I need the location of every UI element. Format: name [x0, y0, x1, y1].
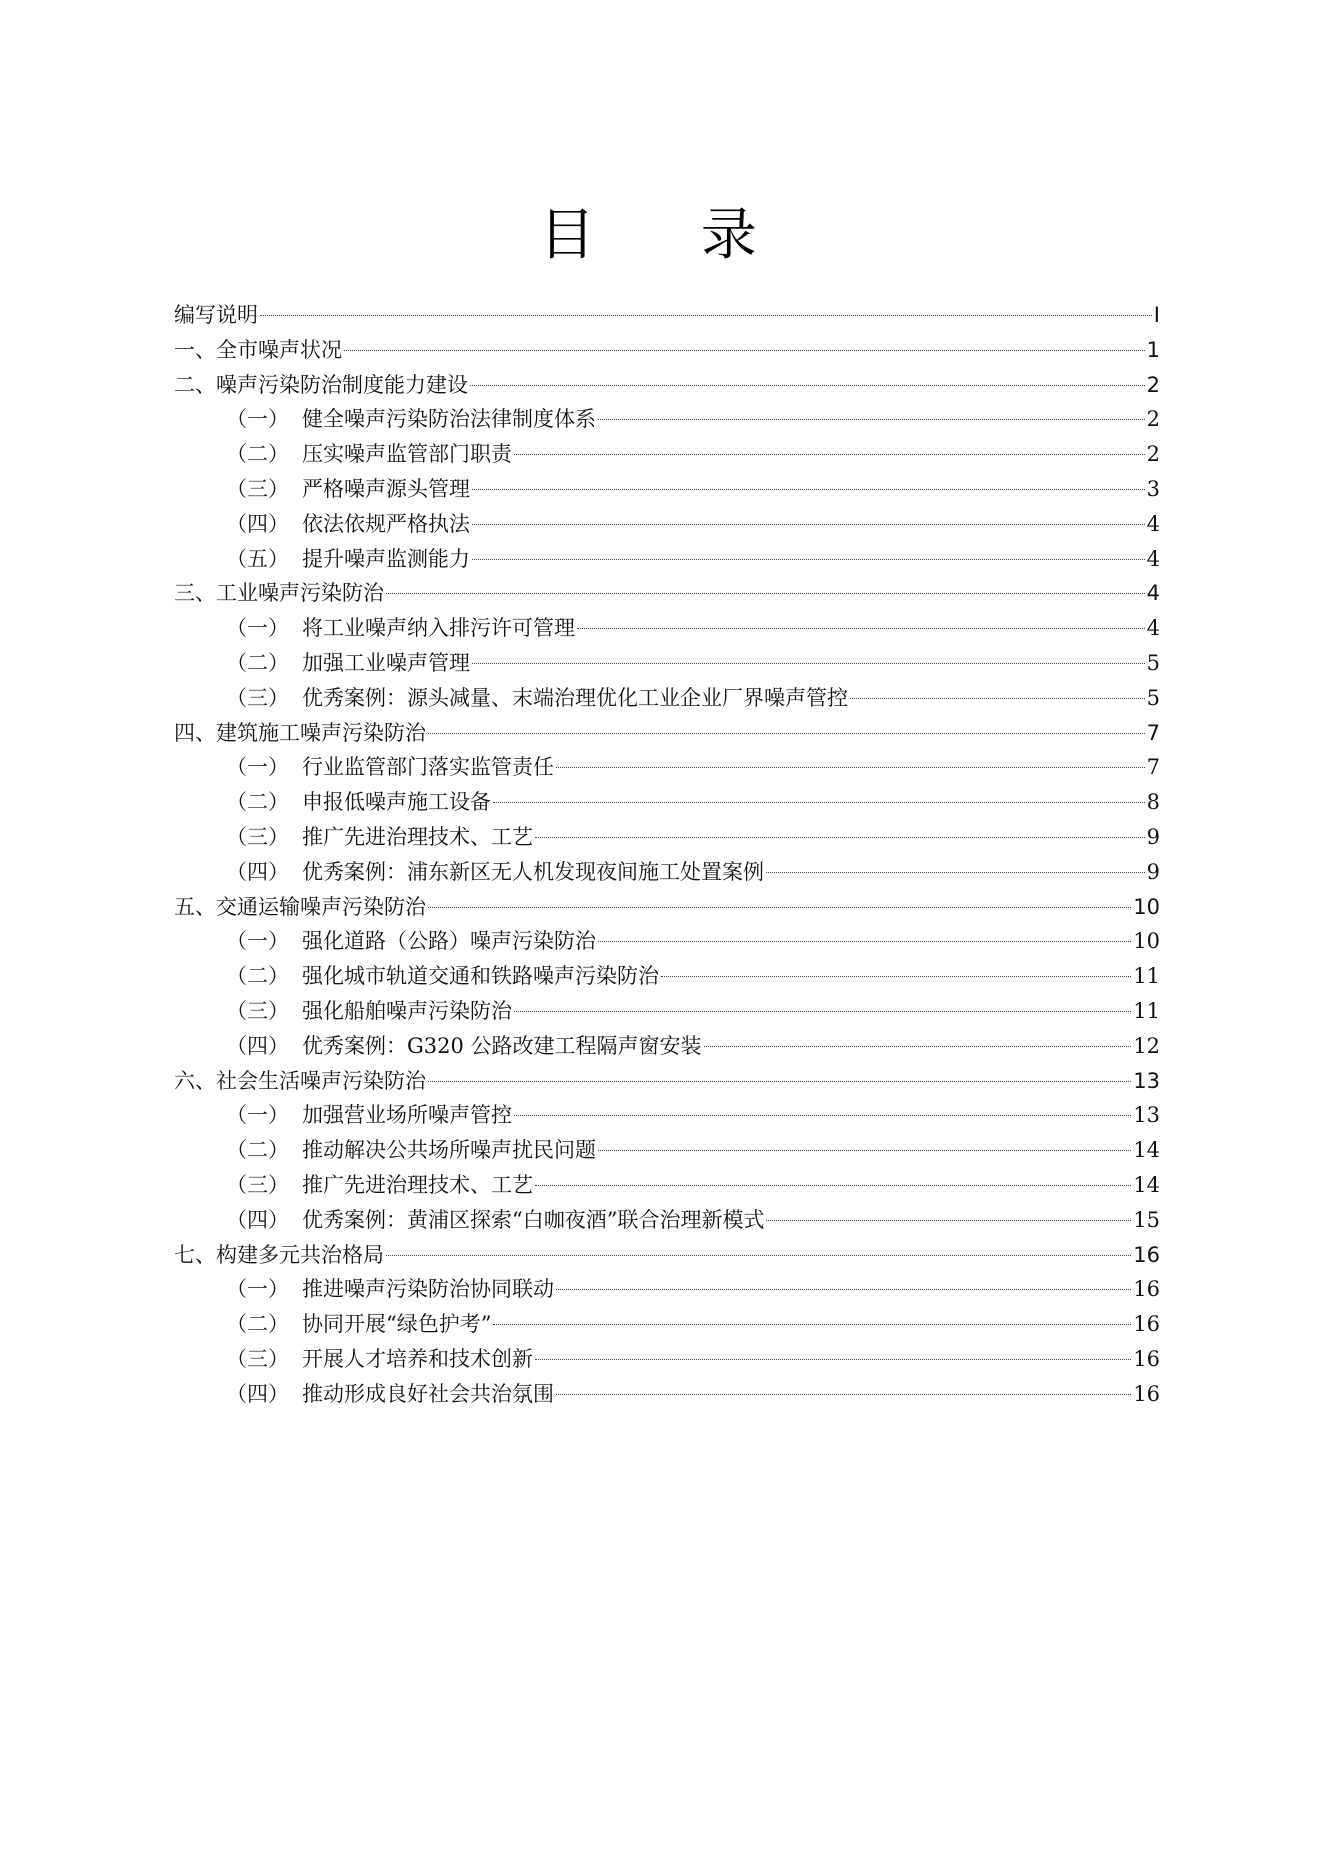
toc-page-number: 9 [1146, 824, 1160, 849]
toc-dot-leader [577, 628, 1145, 629]
toc-page-number: 16 [1133, 1312, 1160, 1337]
toc-page-number: 9 [1146, 859, 1160, 884]
toc-dot-leader [344, 350, 1145, 351]
toc-entry-marker: （二） [226, 1312, 289, 1337]
toc-entry-marker: （二） [226, 790, 289, 815]
toc-entry-title: 推动形成良好社会共治氛围 [302, 1381, 554, 1406]
toc-subentry[interactable] [174, 507, 1160, 542]
toc-entry-title: 七、构建多元共治格局 [174, 1242, 384, 1267]
toc-entry-title: 优秀案例：浦东新区无人机发现夜间施工处置案例 [302, 859, 764, 884]
toc-entry-marker: （二） [226, 442, 289, 467]
toc-page-number: 4 [1146, 581, 1160, 606]
toc-entry-title: 加强营业场所噪声管控 [302, 1103, 512, 1128]
toc-subentry[interactable] [174, 785, 1160, 820]
toc-entry-marker: （三） [226, 685, 289, 710]
toc-page-number: 7 [1146, 755, 1160, 780]
toc-subentry[interactable] [174, 855, 1160, 890]
toc-dot-leader [766, 872, 1145, 873]
toc-entry-title: 申报低噪声施工设备 [302, 790, 491, 815]
toc-dot-leader [556, 767, 1145, 768]
toc-subentry[interactable] [174, 1168, 1160, 1203]
toc-entry[interactable] [174, 333, 1160, 368]
toc-entry-marker: （三） [226, 476, 289, 501]
toc-page-number: 2 [1146, 372, 1160, 397]
toc-page-number: 4 [1146, 511, 1160, 536]
toc-entry-title: 将工业噪声纳入排污许可管理 [302, 616, 575, 641]
toc-subentry[interactable] [174, 1029, 1160, 1064]
toc-entry-title: 推动解决公共场所噪声扰民问题 [302, 1138, 596, 1163]
toc-dot-leader [598, 419, 1145, 420]
toc-entry[interactable] [174, 716, 1160, 751]
toc-entry-marker: （一） [226, 1103, 289, 1128]
toc-entry-title: 依法依规严格执法 [302, 511, 470, 536]
toc-subentry[interactable] [174, 1203, 1160, 1238]
toc-dot-leader [260, 315, 1152, 316]
toc-entry[interactable] [174, 1064, 1160, 1099]
toc-subentry[interactable] [174, 750, 1160, 785]
toc-entry-title: 协同开展“绿色护考” [302, 1312, 492, 1337]
toc-entry-marker: （四） [226, 1033, 289, 1058]
toc-subentry[interactable] [174, 994, 1160, 1029]
toc-page-number: 16 [1133, 1277, 1160, 1302]
toc-entry-title: 优秀案例：G320 公路改建工程隔声窗安装 [302, 1033, 702, 1058]
toc-entry-marker: （二） [226, 1138, 289, 1163]
toc-subentry[interactable] [174, 472, 1160, 507]
toc-entry-title: 强化道路（公路）噪声污染防治 [302, 929, 596, 954]
toc-dot-leader [386, 593, 1145, 594]
toc-entry-title: 二、噪声污染防治制度能力建设 [174, 372, 468, 397]
toc-entry[interactable] [174, 1238, 1160, 1273]
toc-entry-marker: （三） [226, 1172, 289, 1197]
toc-entry-marker: （四） [226, 511, 289, 536]
toc-entry-marker: （四） [226, 1207, 289, 1232]
toc-entry-title: 行业监管部门落实监管责任 [302, 755, 554, 780]
toc-dot-leader [493, 1324, 1131, 1325]
toc-entry-title: 推广先进治理技术、工艺 [302, 1172, 533, 1197]
toc-entry-title: 五、交通运输噪声污染防治 [174, 894, 426, 919]
toc-entry-marker: （一） [226, 1277, 289, 1302]
toc-entry-title: 压实噪声监管部门职责 [302, 442, 512, 467]
toc-page-number: 7 [1146, 720, 1160, 745]
toc-dot-leader [514, 1115, 1131, 1116]
toc-dot-leader [535, 1185, 1131, 1186]
toc-dot-leader [472, 663, 1145, 664]
toc-entry-marker: （一） [226, 616, 289, 641]
table-of-contents [174, 298, 1160, 1412]
toc-dot-leader [766, 1220, 1131, 1221]
toc-page-number: 14 [1133, 1172, 1160, 1197]
toc-page-number: 10 [1133, 929, 1160, 954]
toc-subentry[interactable] [174, 402, 1160, 437]
toc-entry-title: 优秀案例：源头减量、末端治理优化工业企业厂界噪声管控 [302, 685, 848, 710]
toc-subentry[interactable] [174, 542, 1160, 577]
toc-subentry[interactable] [174, 1377, 1160, 1412]
toc-entry-marker: （五） [226, 546, 289, 571]
toc-entry-title: 推广先进治理技术、工艺 [302, 824, 533, 849]
toc-page-number: 12 [1133, 1033, 1160, 1058]
toc-page-number: 4 [1146, 616, 1160, 641]
toc-subentry[interactable] [174, 924, 1160, 959]
toc-subentry[interactable] [174, 1133, 1160, 1168]
toc-page-number: 11 [1133, 998, 1160, 1023]
toc-entry[interactable] [174, 576, 1160, 611]
toc-page-number: 8 [1146, 790, 1160, 815]
toc-page-number: 5 [1146, 650, 1160, 675]
toc-entry[interactable] [174, 368, 1160, 403]
toc-page-number: 15 [1133, 1207, 1160, 1232]
toc-dot-leader [514, 1011, 1131, 1012]
toc-dot-leader [472, 559, 1145, 560]
toc-page-number: 11 [1133, 964, 1160, 989]
toc-page-number: 4 [1146, 546, 1160, 571]
toc-entry[interactable] [174, 298, 1160, 333]
toc-entry-title: 强化城市轨道交通和铁路噪声污染防治 [302, 964, 659, 989]
toc-entry[interactable] [174, 890, 1160, 925]
toc-entry-marker: （二） [226, 650, 289, 675]
toc-page-number: 14 [1133, 1138, 1160, 1163]
toc-page-number: 5 [1146, 685, 1160, 710]
toc-dot-leader [386, 1255, 1131, 1256]
toc-page-number: 13 [1133, 1103, 1160, 1128]
toc-dot-leader [472, 489, 1145, 490]
toc-entry-title: 强化船舶噪声污染防治 [302, 998, 512, 1023]
toc-dot-leader [470, 385, 1145, 386]
toc-subentry[interactable] [174, 959, 1160, 994]
toc-dot-leader [428, 733, 1145, 734]
toc-entry-marker: （一） [226, 407, 289, 432]
toc-dot-leader [493, 802, 1145, 803]
toc-entry-marker: （二） [226, 964, 289, 989]
toc-entry-title: 三、工业噪声污染防治 [174, 581, 384, 606]
toc-dot-leader [850, 698, 1145, 699]
toc-entry-marker: （四） [226, 1381, 289, 1406]
toc-dot-leader [514, 454, 1145, 455]
toc-page-number: 16 [1133, 1381, 1160, 1406]
toc-page-number: I [1153, 303, 1160, 327]
toc-page-number: 2 [1146, 407, 1160, 432]
toc-dot-leader [556, 1289, 1131, 1290]
toc-subentry[interactable] [174, 1098, 1160, 1133]
toc-page-number: 16 [1133, 1242, 1160, 1267]
toc-entry-title: 健全噪声污染防治法律制度体系 [302, 407, 596, 432]
toc-entry-title: 优秀案例：黄浦区探索“白咖夜酒”联合治理新模式 [302, 1207, 765, 1232]
toc-dot-leader [428, 1081, 1131, 1082]
toc-entry-marker: （三） [226, 998, 289, 1023]
toc-entry-title: 开展人才培养和技术创新 [302, 1346, 533, 1371]
toc-entry-title: 编写说明 [174, 303, 258, 327]
toc-entry-marker: （三） [226, 1346, 289, 1371]
toc-dot-leader [598, 941, 1131, 942]
toc-page-number: 16 [1133, 1346, 1160, 1371]
toc-page-number: 1 [1146, 337, 1160, 362]
toc-dot-leader [535, 1359, 1131, 1360]
toc-subentry[interactable] [174, 437, 1160, 472]
toc-dot-leader [472, 524, 1145, 525]
toc-dot-leader [535, 837, 1145, 838]
toc-entry-marker: （四） [226, 859, 289, 884]
toc-entry-title: 严格噪声源头管理 [302, 476, 470, 501]
toc-page-number: 13 [1133, 1068, 1160, 1093]
toc-subentry[interactable] [174, 646, 1160, 681]
toc-subentry[interactable] [174, 1342, 1160, 1377]
toc-dot-leader [704, 1046, 1132, 1047]
toc-dot-leader [556, 1394, 1131, 1395]
toc-page-number: 10 [1133, 894, 1160, 919]
toc-entry-marker: （三） [226, 824, 289, 849]
toc-entry-marker: （一） [226, 755, 289, 780]
page-title: 目 录 [539, 203, 801, 268]
toc-entry-marker: （一） [226, 929, 289, 954]
toc-page-number: 3 [1146, 476, 1160, 501]
toc-dot-leader [598, 1150, 1131, 1151]
toc-entry-title: 推进噪声污染防治协同联动 [302, 1277, 554, 1302]
toc-subentry[interactable] [174, 681, 1160, 716]
toc-page-number: 2 [1146, 442, 1160, 467]
toc-entry-title: 六、社会生活噪声污染防治 [174, 1068, 426, 1093]
toc-dot-leader [428, 907, 1131, 908]
toc-entry-title: 加强工业噪声管理 [302, 650, 470, 675]
toc-subentry[interactable] [174, 1272, 1160, 1307]
toc-entry-title: 四、建筑施工噪声污染防治 [174, 720, 426, 745]
toc-subentry[interactable] [174, 1307, 1160, 1342]
toc-dot-leader [661, 976, 1131, 977]
toc-entry-title: 一、全市噪声状况 [174, 337, 342, 362]
toc-entry-title: 提升噪声监测能力 [302, 546, 470, 571]
toc-subentry[interactable] [174, 820, 1160, 855]
toc-subentry[interactable] [174, 611, 1160, 646]
